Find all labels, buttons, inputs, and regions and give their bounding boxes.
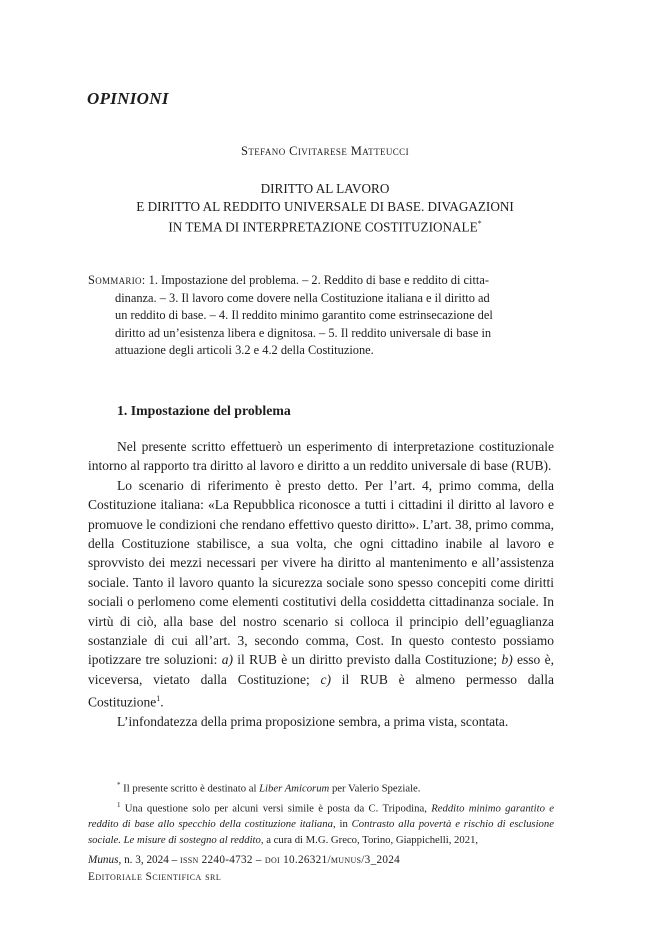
summary-line: dinanza. – 3. Il lavoro come dovere nella Costituzione italiana e il diritto ad [115, 290, 490, 305]
footnote-mark: 1 [117, 800, 121, 809]
title-line: DIRITTO AL LAVORO [260, 181, 390, 196]
summary-block [88, 272, 568, 360]
paragraph-text: Lo scenario di riferimento è presto detto. Per l’art. 4, primo comma, della Costituzione italiana: «La Repubblica riconosce a tutti i cittadini il diritto al lavoro e promuove le condizioni che rendano effettivo questo diritto». L’art. 38, primo comma, della Costituzione stabilisce, a sua volta, che ogni cittadino inabile al lavoro e sprovvisto dei mezzi necessari per vivere ha diritto al mantenimento e all’assistenza sociale. Tanto il lavoro quanto la sicurezza sociale sono spesso concepiti come diritti sociali o perlomeno come elementi costitutivi della cosiddetta cittadinanza sociale. In virtù di ciò, alla base del nostro scenario si colloca il principio dell’eguaglianza sostanziale di cui all’art. 3, secondo comma, Cost. In questo contesto possiamo ipotizzare tre soluzioni: [88, 477, 555, 668]
summary-line: attuazione degli articoli 3.2 e 4.2 della Costituzione. [115, 343, 374, 357]
footnote-text: Il presente scritto è destinato al [120, 782, 260, 795]
title-footnote-mark: * [477, 219, 482, 228]
footnotes [88, 777, 554, 848]
footnote-italic: Liber Amicorum [259, 782, 330, 795]
journal-identifiers: issn 2240-4732 – doi 10.26321/munus/3_2024 [180, 854, 401, 866]
publisher-name: Editoriale Scientifica srl [88, 871, 222, 883]
paragraph-text: esso è, viceversa, vietato dalla Costituzione; [88, 652, 555, 687]
footnote-text: , in [332, 818, 352, 831]
paragraph-text: . [160, 694, 164, 710]
paragraph-text: il RUB è un diritto previsto dalla Costituzione; [232, 652, 502, 668]
option-label: c) [320, 671, 331, 687]
title-line [60, 215, 590, 236]
summary-line: un reddito di base. – 4. Il reddito minimo garantito come estrinsecazione del [115, 308, 493, 322]
footnote-italic: Reddito minimo garantito e reddito di base allo specchio della costituzione italiana [88, 802, 554, 831]
footnote-text: Una questione solo per alcuni versi simile è posta da C. Tripodina, [120, 802, 432, 815]
paragraph [88, 476, 554, 712]
option-label: b) [501, 652, 513, 668]
footnote-ref: 1 [156, 694, 161, 704]
footnote-mark: * [117, 781, 121, 789]
summary-label: Sommario: [88, 273, 146, 287]
summary-text: 1. Impostazione del problema. – 2. Reddito di base e reddito di citta- [148, 273, 489, 287]
paragraph: L’infondatezza della prima proposizione sembra, a prima vista, scontata. [117, 714, 509, 730]
title-line: E DIRITTO AL REDDITO UNIVERSALE DI BASE. DIVAGAZIONI [136, 198, 514, 214]
option-label: a) [221, 652, 233, 668]
section-heading: 1. Impostazione del problema [117, 403, 291, 418]
footnote-text: per Valerio Speziale. [329, 782, 421, 795]
summary-line: diritto ad un’esistenza libera e dignitosa. – 5. Il reddito universale di base in [115, 325, 492, 340]
journal-info [88, 852, 568, 869]
article-title [60, 180, 590, 236]
paragraph-text: il RUB è almeno permesso dalla Costituzione [88, 671, 554, 710]
summary-line [88, 272, 568, 290]
footnote-italic: Contrasto alla povertà e rischio di esclusione sociale. Le misure di sostegno al reddito [88, 818, 554, 847]
section-label: OPINIONI [87, 89, 169, 108]
footnote [88, 797, 554, 849]
footnote-text: , a cura di M.G. Greco, Torino, Giappichelli, 2021, [260, 834, 479, 847]
journal-issue: , n. 3, 2024 – [118, 854, 180, 866]
body-text [88, 437, 554, 732]
title-line-text: IN TEMA DI INTERPRETAZIONE COSTITUZIONALE [168, 219, 478, 235]
journal-name: Munus [88, 854, 119, 866]
author-name: Stefano Civitarese Matteucci [241, 144, 409, 158]
paragraph: Nel presente scritto effettuerò un esperimento di interpretazione costituzionale intorno al rapporto tra diritto al lavoro e diritto a un reddito universale di base (RUB). [88, 439, 554, 474]
footnote [88, 777, 554, 797]
page-footer [88, 852, 568, 886]
